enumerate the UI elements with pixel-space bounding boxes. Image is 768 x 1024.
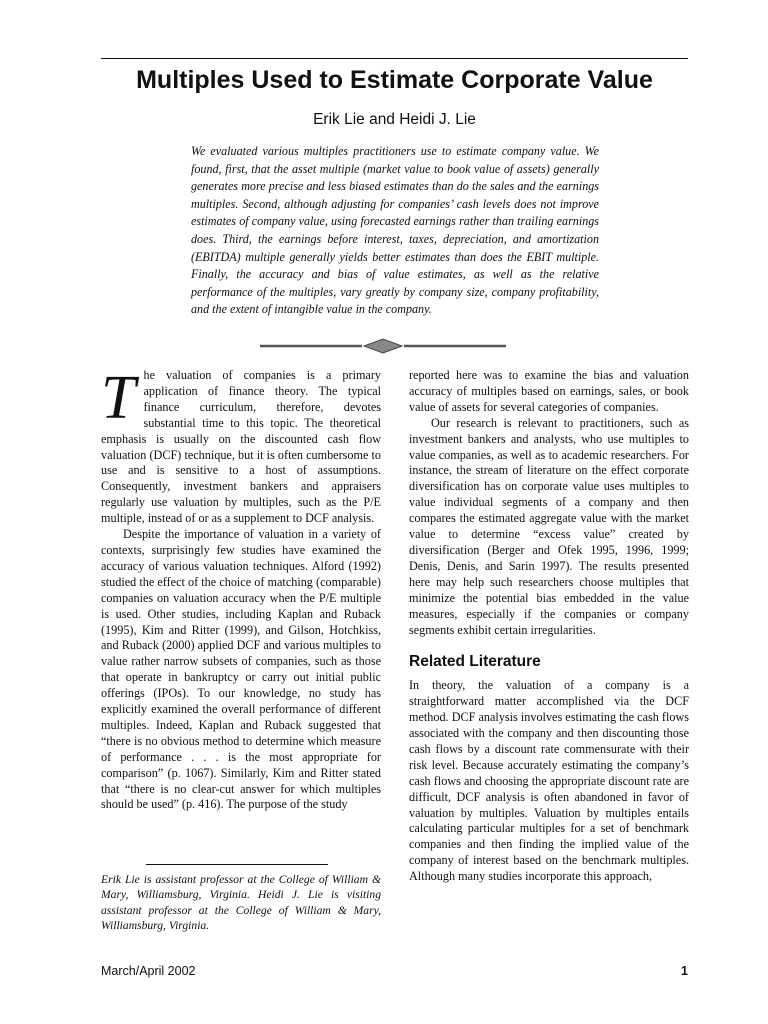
body-paragraph — [101, 364, 381, 527]
article-authors: Erik Lie and Heidi J. Lie — [313, 111, 476, 128]
body-paragraph: Despite the importance of valuation in a variety of contexts, surprisingly few studies have examined the accuracy of various valuation techniques. Alford (1992) studied the effect of the choice of matching (comparable) companies on valuation accuracy when the P/E multiple is used. Other studies, including Kaplan and Ruback (1995), Kim and Ritter (1999), and Gilson, Hotchkiss, and Ruback (2000) applied DCF and various multiples to value rather narrow subsets of companies, such as those that operate in bankruptcy or carry out initial public offerings (IPOs). To our knowledge, no study has explicitly examined the overall performance of different multiples. Indeed, Kaplan and Ruback suggested that “there is no obvious method to determine which measure of performance . . . is the most appropriate for comparison” (p. 1067). Similarly, Kim and Ritter stated that “there is no clear-cut answer for which multiples should be used” (p. 416). The purpose of the study — [101, 527, 381, 812]
divider-diamond — [364, 339, 402, 353]
top-rule — [101, 58, 688, 59]
page-number: 1 — [681, 964, 688, 978]
section-heading: Related Literature — [409, 653, 541, 671]
body-paragraph: Our research is relevant to practitioners, such as investment bankers and analysts, who use multiples to value companies, as well as to academic researchers. For instance, the stream of literature on the effect corporate diversification has on corporate value uses multiples to value individual segments of a company and then compares the estimated aggregate value with the market value to determine “excess value” created by diversification (Berger and Ofek 1995, 1996, 1999; Denis, Denis, and Sarin 1997). The results presented here may help such researchers choose multiples that minimize the potential bias embedded in the value measures, especially if the companies or company segments exhibit certain irregularities. — [409, 415, 689, 637]
body-column-right — [409, 368, 689, 885]
article-title: Multiples Used to Estimate Corporate Value — [136, 66, 653, 94]
body-paragraph: In theory, the valuation of a company is a straightforward matter accomplished via the DCF method. DCF analysis involves estimating the cash flows associated with the company and then discounting those cash flows by a discount rate commensurate with their risk level. Because accurately estimating the company’s cash flows and choosing the appropriate discount rate are difficult, DCF analysis is often abandoned in favor of valuation by multiples. Valuation by multiples entails calculating particular multiples for a set of benchmark companies and then finding the implied value of the company of interest based on the benchmark multiples. Although many studies incorporate this approach, — [409, 678, 689, 884]
ornament-divider — [260, 337, 506, 355]
author-footnote: Erik Lie is assistant professor at the College of William & Mary, Williamsburg, Virginia. Heidi J. Lie is visiting assistant professor at the College of William & Mary, Williamsburg, Virginia. — [101, 873, 381, 933]
abstract: We evaluated various multiples practitioners use to estimate company value. We found, first, that the asset multiple (market value to book value of assets) generally generates more precise and less biased estimates than do the sales and the earnings multiples. Second, although adjusting for companies’ cash levels does not improve estimates of company value, using forecasted earnings rather than trailing earnings does. Third, the earnings before interest, taxes, depreciation, and amortization (EBITDA) multiple generally yields better estimates than does the EBIT multiple. Finally, the accuracy and bias of value estimates, as well as the relative performance of the multiples, vary greatly by company size, company profitability, and the extent of intangible value in the company. — [191, 144, 599, 317]
issue-date: March/April 2002 — [101, 964, 196, 978]
paragraph-text: he valuation of companies is a primary application of finance theory. The typical finance curriculum, therefore, devotes substantial time to this topic. The theoretical emphasis is usually on the discounted cash flow valuation (DCF) technique, but it is often cumbersome to use and is sensitive to a host of assumptions. Consequently, investment bankers and appraisers regularly use valuation by multiples, such as the P/E multiple, instead of or as a supplement to DCF analysis. — [101, 368, 381, 526]
drop-cap: T — [101, 364, 136, 432]
body-paragraph: reported here was to examine the bias and valuation accuracy of multiples based on earnings, sales, or book value of assets for several categories of companies. — [409, 368, 689, 414]
footnote-rule — [146, 864, 328, 865]
body-column-left — [101, 364, 381, 813]
